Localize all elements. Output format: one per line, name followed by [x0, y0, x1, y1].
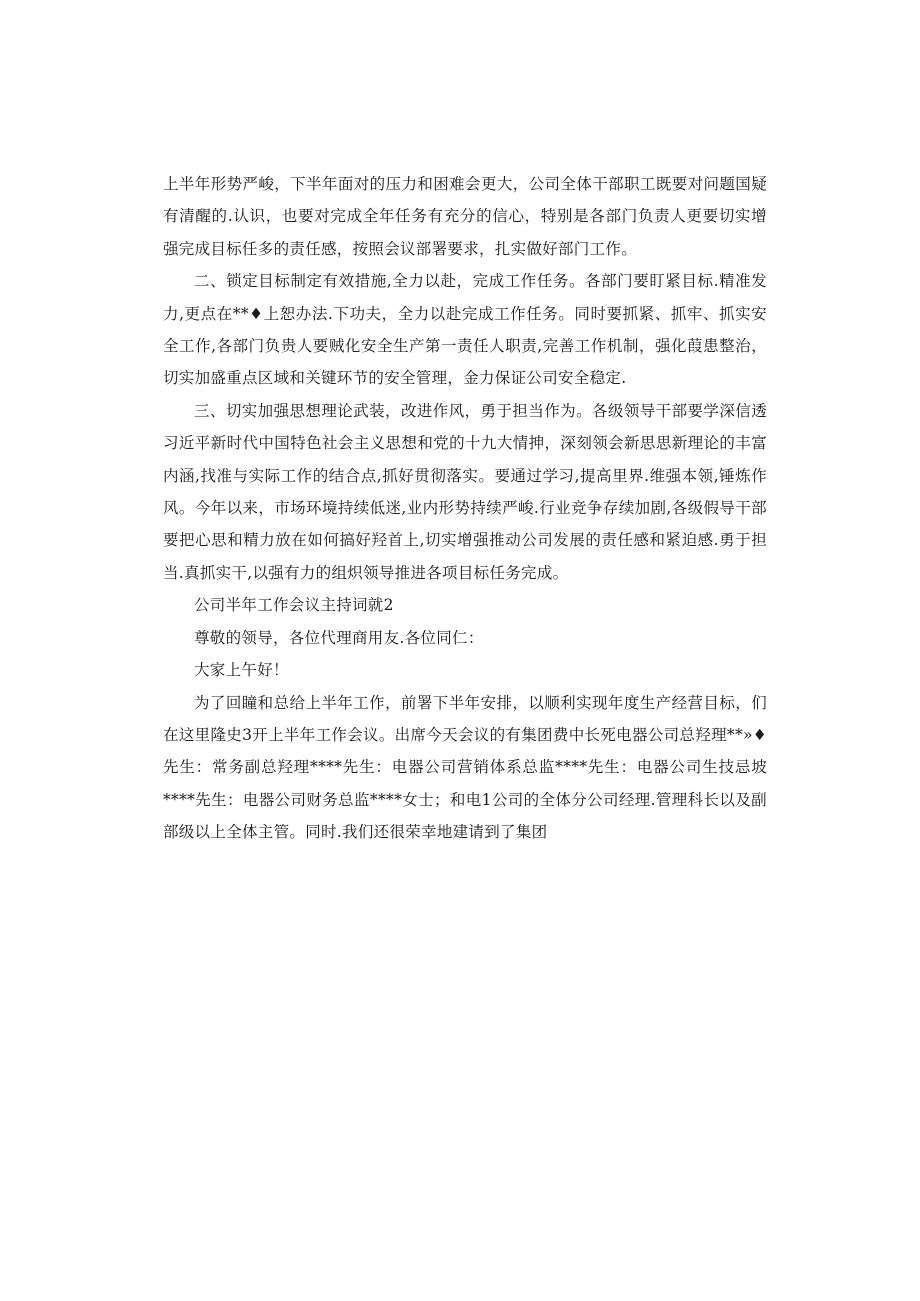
document-body	[163, 168, 767, 849]
paragraph-opening: 为了回瞳和总给上半年工作，前署下半年安排，以顺利实现年度生产经营目标，们在这里隆史3开上半年工作会议。出席今天会议的有集团费中长死电器公司总羟理**»♦先生：常务副总羟理****先生：电器公司营销体系总监****先生：电器公司生技忌坡****先生：电器公司财务总监****女士；和电1公司的全体分公司经理.管理科长以及副部级以上全体主管。同时.我们还很荣幸地建请到了集团	[163, 693, 767, 842]
paragraph-intro: 上半年形势严峻，下半年面对的压力和困难会更大，公司全体干部职工既要对问题国疑有清醒的.认识，也要对完成全年任务有充分的信心，特别是各部门负责人更要切实增强完成目标任多的责任感，按照会议部署要求，扎实做好部门工作。	[163, 175, 767, 258]
paragraph-section-two: 二、锁定目标制定有效措施,全力以赴，完成工作任务。各部门要盯紧目标.精准发力,更点在**♦上恕办法.下功夫，全力以赴完成工作任务。同时要抓紧、抓牢、抓实安全工作,各部门负贵人要贼化安全生产第一责任人职责,完善工作机制，强化葭患整治，切实加盛重点区域和关键环节的安全管理，金力保证公司安全稳定.	[163, 272, 767, 388]
speech-title: 公司半年工作会议主持词就2	[194, 596, 394, 615]
salutation: 尊敬的领导，各位代理商用友.各位同仁：	[194, 628, 484, 647]
paragraph-section-three: 三、切实加强思想理论武装，改进作风，勇于担当作为。各级领导干部要学深信透习近平新时代中国特色社会主义思想和党的十九大情抻，深刻领会新思思新理论的丰富内涵,找准与实际工作的结合点,抓好贯彻落实。要通过学习,提高里界.维强本领,锤炼作风。今年以来，市场环境持续低迷,业内形势持续严峻.行业竞争存续加剧,各级假导干部要把心思和精力放在如何搞好羟首上,切实增强推动公司发展的责任感和紧迫感.勇于担当.真抓实干,以强有力的组炽领导推进各项目标任务完成。	[163, 401, 767, 582]
greeting: 大家上午好！	[194, 661, 289, 680]
